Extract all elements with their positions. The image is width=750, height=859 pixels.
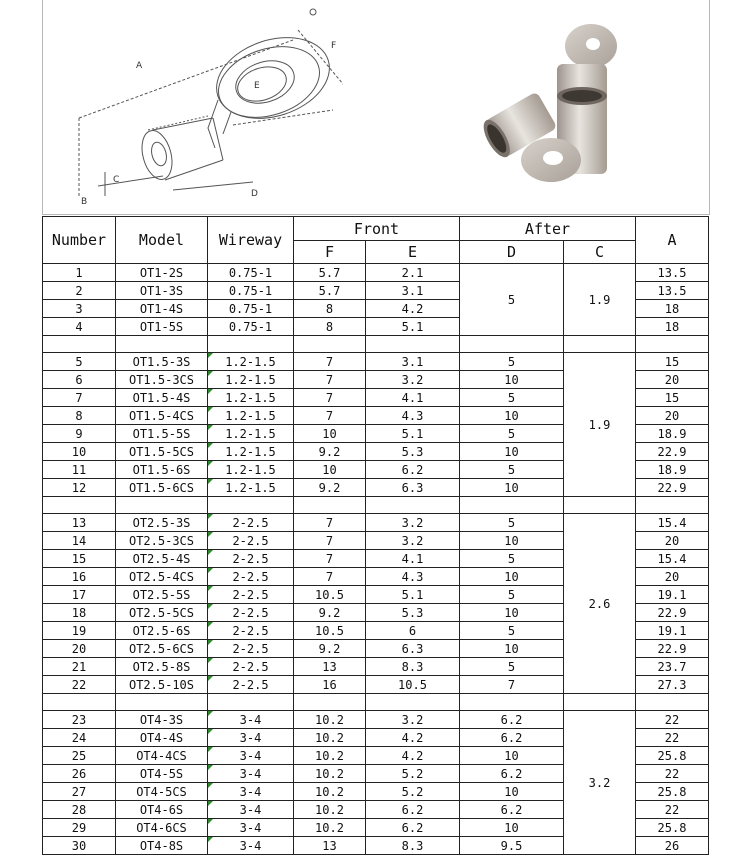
- model-cell: OT4-5S: [116, 765, 208, 783]
- after-c-merged-cell: 3.2: [564, 711, 636, 855]
- front-e-cell: 6.2: [366, 461, 460, 479]
- after-d-cell: 10: [460, 407, 564, 425]
- model-cell: OT2.5-4S: [116, 550, 208, 568]
- model-cell: OT2.5-3S: [116, 514, 208, 532]
- wireway-cell: 2-2.5: [208, 514, 294, 532]
- front-e-cell: 5.1: [366, 425, 460, 443]
- front-f-cell: 10.2: [294, 783, 366, 801]
- row-number: 29: [43, 819, 116, 837]
- a-cell: 25.8: [636, 783, 709, 801]
- model-cell: OT2.5-3CS: [116, 532, 208, 550]
- a-cell: 25.8: [636, 747, 709, 765]
- a-cell: 13.5: [636, 282, 709, 300]
- after-d-cell: 6.2: [460, 729, 564, 747]
- header-after: After: [460, 217, 636, 241]
- row-number: 21: [43, 658, 116, 676]
- model-cell: OT1-4S: [116, 300, 208, 318]
- a-cell: 18.9: [636, 461, 709, 479]
- front-e-cell: 4.1: [366, 389, 460, 407]
- front-e-cell: 6.2: [366, 819, 460, 837]
- wireway-cell: 1.2-1.5: [208, 443, 294, 461]
- empty-cell: [116, 497, 208, 514]
- after-d-cell: 10: [460, 604, 564, 622]
- a-cell: 13.5: [636, 264, 709, 282]
- front-e-cell: 3.1: [366, 282, 460, 300]
- empty-cell: [636, 336, 709, 353]
- front-e-cell: 5.2: [366, 783, 460, 801]
- dim-label-f: F: [331, 41, 337, 51]
- row-number: 12: [43, 479, 116, 497]
- a-cell: 22.9: [636, 640, 709, 658]
- front-e-cell: 6: [366, 622, 460, 640]
- front-f-cell: 10.2: [294, 801, 366, 819]
- row-number: 2: [43, 282, 116, 300]
- a-cell: 18.9: [636, 425, 709, 443]
- row-number: 14: [43, 532, 116, 550]
- after-d-cell: 10: [460, 783, 564, 801]
- header-f: F: [294, 241, 366, 264]
- front-e-cell: 4.3: [366, 407, 460, 425]
- header-model: Model: [116, 217, 208, 264]
- after-c-merged-cell: 1.9: [564, 353, 636, 497]
- front-f-cell: 7: [294, 550, 366, 568]
- model-cell: OT4-6S: [116, 801, 208, 819]
- model-cell: OT4-3S: [116, 711, 208, 729]
- empty-cell: [208, 497, 294, 514]
- empty-cell: [564, 497, 636, 514]
- after-d-cell: 10: [460, 443, 564, 461]
- dim-label-a: A: [136, 61, 143, 71]
- row-number: 3: [43, 300, 116, 318]
- dim-label-c: C: [113, 175, 120, 185]
- front-f-cell: 10.5: [294, 586, 366, 604]
- front-e-cell: 5.1: [366, 318, 460, 336]
- after-d-cell: 10: [460, 371, 564, 389]
- front-f-cell: 7: [294, 568, 366, 586]
- empty-cell: [636, 497, 709, 514]
- table-row: [43, 514, 709, 532]
- front-e-cell: 4.1: [366, 550, 460, 568]
- row-number: 10: [43, 443, 116, 461]
- a-cell: 23.7: [636, 658, 709, 676]
- a-cell: 18: [636, 318, 709, 336]
- empty-cell: [208, 694, 294, 711]
- row-number: 13: [43, 514, 116, 532]
- ring-terminal-photo: [463, 8, 683, 208]
- empty-cell: [366, 497, 460, 514]
- wireway-cell: 1.2-1.5: [208, 461, 294, 479]
- header-c: C: [564, 241, 636, 264]
- wireway-cell: 2-2.5: [208, 640, 294, 658]
- front-f-cell: 13: [294, 837, 366, 855]
- empty-cell: [460, 497, 564, 514]
- a-cell: 22: [636, 801, 709, 819]
- after-d-cell: 5: [460, 550, 564, 568]
- row-number: 26: [43, 765, 116, 783]
- wireway-cell: 1.2-1.5: [208, 407, 294, 425]
- after-d-cell: 5: [460, 389, 564, 407]
- row-number: 25: [43, 747, 116, 765]
- model-cell: OT2.5-6CS: [116, 640, 208, 658]
- front-e-cell: 3.2: [366, 371, 460, 389]
- front-e-cell: 3.2: [366, 514, 460, 532]
- model-cell: OT4-4CS: [116, 747, 208, 765]
- a-cell: 20: [636, 532, 709, 550]
- wireway-cell: 2-2.5: [208, 604, 294, 622]
- model-cell: OT4-5CS: [116, 783, 208, 801]
- model-cell: OT4-4S: [116, 729, 208, 747]
- model-cell: OT1-5S: [116, 318, 208, 336]
- front-e-cell: 6.2: [366, 801, 460, 819]
- wireway-cell: 0.75-1: [208, 300, 294, 318]
- model-cell: OT2.5-5S: [116, 586, 208, 604]
- wireway-cell: 1.2-1.5: [208, 479, 294, 497]
- header-a: A: [636, 217, 709, 264]
- wireway-cell: 1.2-1.5: [208, 389, 294, 407]
- front-e-cell: 5.2: [366, 765, 460, 783]
- front-e-cell: 5.3: [366, 604, 460, 622]
- after-d-cell: 10: [460, 568, 564, 586]
- figure-panel: [42, 0, 710, 215]
- front-e-cell: 4.2: [366, 300, 460, 318]
- row-number: 7: [43, 389, 116, 407]
- model-cell: OT2.5-10S: [116, 676, 208, 694]
- a-cell: 22.9: [636, 604, 709, 622]
- model-cell: OT1.5-6CS: [116, 479, 208, 497]
- wireway-cell: 2-2.5: [208, 586, 294, 604]
- after-d-cell: 5: [460, 461, 564, 479]
- row-number: 23: [43, 711, 116, 729]
- model-cell: OT2.5-4CS: [116, 568, 208, 586]
- group-spacer-row: [43, 694, 709, 711]
- model-cell: OT1.5-6S: [116, 461, 208, 479]
- empty-cell: [460, 694, 564, 711]
- a-cell: 20: [636, 371, 709, 389]
- a-cell: 26: [636, 837, 709, 855]
- front-e-cell: 8.3: [366, 837, 460, 855]
- front-f-cell: 9.2: [294, 443, 366, 461]
- row-number: 28: [43, 801, 116, 819]
- group-spacer-row: [43, 336, 709, 353]
- row-number: 9: [43, 425, 116, 443]
- wireway-cell: 2-2.5: [208, 550, 294, 568]
- front-e-cell: 4.3: [366, 568, 460, 586]
- front-f-cell: 7: [294, 353, 366, 371]
- after-d-cell: 9.5: [460, 837, 564, 855]
- a-cell: 27.3: [636, 676, 709, 694]
- row-number: 30: [43, 837, 116, 855]
- front-f-cell: 16: [294, 676, 366, 694]
- after-d-cell: 10: [460, 640, 564, 658]
- after-d-cell: 5: [460, 353, 564, 371]
- empty-cell: [208, 336, 294, 353]
- after-d-cell: 7: [460, 676, 564, 694]
- after-d-cell: 5: [460, 514, 564, 532]
- empty-cell: [564, 694, 636, 711]
- empty-cell: [294, 497, 366, 514]
- front-f-cell: 7: [294, 532, 366, 550]
- row-number: 22: [43, 676, 116, 694]
- a-cell: 15.4: [636, 514, 709, 532]
- front-f-cell: 10.2: [294, 765, 366, 783]
- front-f-cell: 8: [294, 318, 366, 336]
- wireway-cell: 0.75-1: [208, 282, 294, 300]
- front-e-cell: 8.3: [366, 658, 460, 676]
- a-cell: 22: [636, 711, 709, 729]
- empty-cell: [116, 694, 208, 711]
- a-cell: 19.1: [636, 586, 709, 604]
- after-d-cell: 10: [460, 747, 564, 765]
- front-f-cell: 10.2: [294, 729, 366, 747]
- wireway-cell: 3-4: [208, 801, 294, 819]
- front-f-cell: 7: [294, 514, 366, 532]
- table-row: [43, 264, 709, 282]
- empty-cell: [366, 336, 460, 353]
- after-d-merged-cell: 5: [460, 264, 564, 336]
- empty-cell: [366, 694, 460, 711]
- front-f-cell: 9.2: [294, 640, 366, 658]
- row-number: 20: [43, 640, 116, 658]
- a-cell: 22.9: [636, 443, 709, 461]
- model-cell: OT2.5-6S: [116, 622, 208, 640]
- row-number: 5: [43, 353, 116, 371]
- front-e-cell: 3.2: [366, 532, 460, 550]
- front-e-cell: 6.3: [366, 640, 460, 658]
- row-number: 11: [43, 461, 116, 479]
- model-cell: OT1.5-5CS: [116, 443, 208, 461]
- model-cell: OT1.5-4S: [116, 389, 208, 407]
- wireway-cell: 3-4: [208, 765, 294, 783]
- front-e-cell: 3.2: [366, 711, 460, 729]
- after-d-cell: 10: [460, 532, 564, 550]
- empty-cell: [43, 694, 116, 711]
- row-number: 15: [43, 550, 116, 568]
- group-spacer-row: [43, 497, 709, 514]
- a-cell: 22: [636, 729, 709, 747]
- row-number: 27: [43, 783, 116, 801]
- wireway-cell: 2-2.5: [208, 676, 294, 694]
- row-number: 19: [43, 622, 116, 640]
- terminal-dimension-diagram: [43, 0, 343, 214]
- a-cell: 20: [636, 407, 709, 425]
- wireway-cell: 2-2.5: [208, 658, 294, 676]
- after-d-cell: 5: [460, 622, 564, 640]
- model-cell: OT4-6CS: [116, 819, 208, 837]
- wireway-cell: 3-4: [208, 783, 294, 801]
- row-number: 17: [43, 586, 116, 604]
- front-f-cell: 7: [294, 389, 366, 407]
- after-d-cell: 5: [460, 586, 564, 604]
- front-f-cell: 8: [294, 300, 366, 318]
- after-c-merged-cell: 2.6: [564, 514, 636, 694]
- empty-cell: [43, 497, 116, 514]
- front-e-cell: 3.1: [366, 353, 460, 371]
- row-number: 8: [43, 407, 116, 425]
- a-cell: 22: [636, 765, 709, 783]
- front-f-cell: 13: [294, 658, 366, 676]
- after-c-merged-cell: 1.9: [564, 264, 636, 336]
- row-number: 18: [43, 604, 116, 622]
- empty-cell: [43, 336, 116, 353]
- a-cell: 18: [636, 300, 709, 318]
- wireway-cell: 2-2.5: [208, 568, 294, 586]
- wireway-cell: 1.2-1.5: [208, 353, 294, 371]
- header-d: D: [460, 241, 564, 264]
- wireway-cell: 0.75-1: [208, 264, 294, 282]
- table-row: [43, 353, 709, 371]
- a-cell: 15.4: [636, 550, 709, 568]
- front-f-cell: 10: [294, 425, 366, 443]
- model-cell: OT2.5-5CS: [116, 604, 208, 622]
- front-e-cell: 10.5: [366, 676, 460, 694]
- header-front: Front: [294, 217, 460, 241]
- front-f-cell: 5.7: [294, 264, 366, 282]
- empty-cell: [564, 336, 636, 353]
- wireway-cell: 3-4: [208, 747, 294, 765]
- after-d-cell: 5: [460, 425, 564, 443]
- after-d-cell: 10: [460, 819, 564, 837]
- wireway-cell: 2-2.5: [208, 622, 294, 640]
- a-cell: 25.8: [636, 819, 709, 837]
- a-cell: 15: [636, 389, 709, 407]
- a-cell: 15: [636, 353, 709, 371]
- dim-label-b: B: [81, 197, 88, 207]
- row-number: 16: [43, 568, 116, 586]
- row-number: 1: [43, 264, 116, 282]
- model-cell: OT1-3S: [116, 282, 208, 300]
- model-cell: OT1.5-4CS: [116, 407, 208, 425]
- header-wireway: Wireway: [208, 217, 294, 264]
- front-e-cell: 5.1: [366, 586, 460, 604]
- after-d-cell: 10: [460, 479, 564, 497]
- table-row: [43, 711, 709, 729]
- header-e: E: [366, 241, 460, 264]
- front-f-cell: 10.2: [294, 711, 366, 729]
- front-f-cell: 10.2: [294, 747, 366, 765]
- model-cell: OT1.5-5S: [116, 425, 208, 443]
- after-d-cell: 6.2: [460, 711, 564, 729]
- wireway-cell: 2-2.5: [208, 532, 294, 550]
- front-f-cell: 10: [294, 461, 366, 479]
- front-f-cell: 9.2: [294, 479, 366, 497]
- spec-table: [42, 216, 709, 855]
- a-cell: 19.1: [636, 622, 709, 640]
- front-e-cell: 4.2: [366, 747, 460, 765]
- empty-cell: [116, 336, 208, 353]
- front-e-cell: 2.1: [366, 264, 460, 282]
- model-cell: OT2.5-8S: [116, 658, 208, 676]
- row-number: 6: [43, 371, 116, 389]
- empty-cell: [294, 336, 366, 353]
- front-e-cell: 5.3: [366, 443, 460, 461]
- row-number: 24: [43, 729, 116, 747]
- dim-label-d: D: [251, 189, 258, 199]
- model-cell: OT1-2S: [116, 264, 208, 282]
- empty-cell: [294, 694, 366, 711]
- front-f-cell: 5.7: [294, 282, 366, 300]
- after-d-cell: 5: [460, 658, 564, 676]
- wireway-cell: 1.2-1.5: [208, 425, 294, 443]
- empty-cell: [460, 336, 564, 353]
- wireway-cell: 0.75-1: [208, 318, 294, 336]
- wireway-cell: 3-4: [208, 729, 294, 747]
- front-f-cell: 7: [294, 407, 366, 425]
- front-f-cell: 7: [294, 371, 366, 389]
- model-cell: OT1.5-3CS: [116, 371, 208, 389]
- a-cell: 20: [636, 568, 709, 586]
- front-f-cell: 9.2: [294, 604, 366, 622]
- wireway-cell: 3-4: [208, 711, 294, 729]
- after-d-cell: 6.2: [460, 801, 564, 819]
- wireway-cell: 1.2-1.5: [208, 371, 294, 389]
- front-f-cell: 10.2: [294, 819, 366, 837]
- header-number: Number: [43, 217, 116, 264]
- a-cell: 22.9: [636, 479, 709, 497]
- model-cell: OT1.5-3S: [116, 353, 208, 371]
- wireway-cell: 3-4: [208, 819, 294, 837]
- model-cell: OT4-8S: [116, 837, 208, 855]
- front-f-cell: 10.5: [294, 622, 366, 640]
- front-e-cell: 6.3: [366, 479, 460, 497]
- row-number: 4: [43, 318, 116, 336]
- empty-cell: [636, 694, 709, 711]
- after-d-cell: 6.2: [460, 765, 564, 783]
- wireway-cell: 3-4: [208, 837, 294, 855]
- front-e-cell: 4.2: [366, 729, 460, 747]
- dim-label-e: E: [254, 81, 260, 91]
